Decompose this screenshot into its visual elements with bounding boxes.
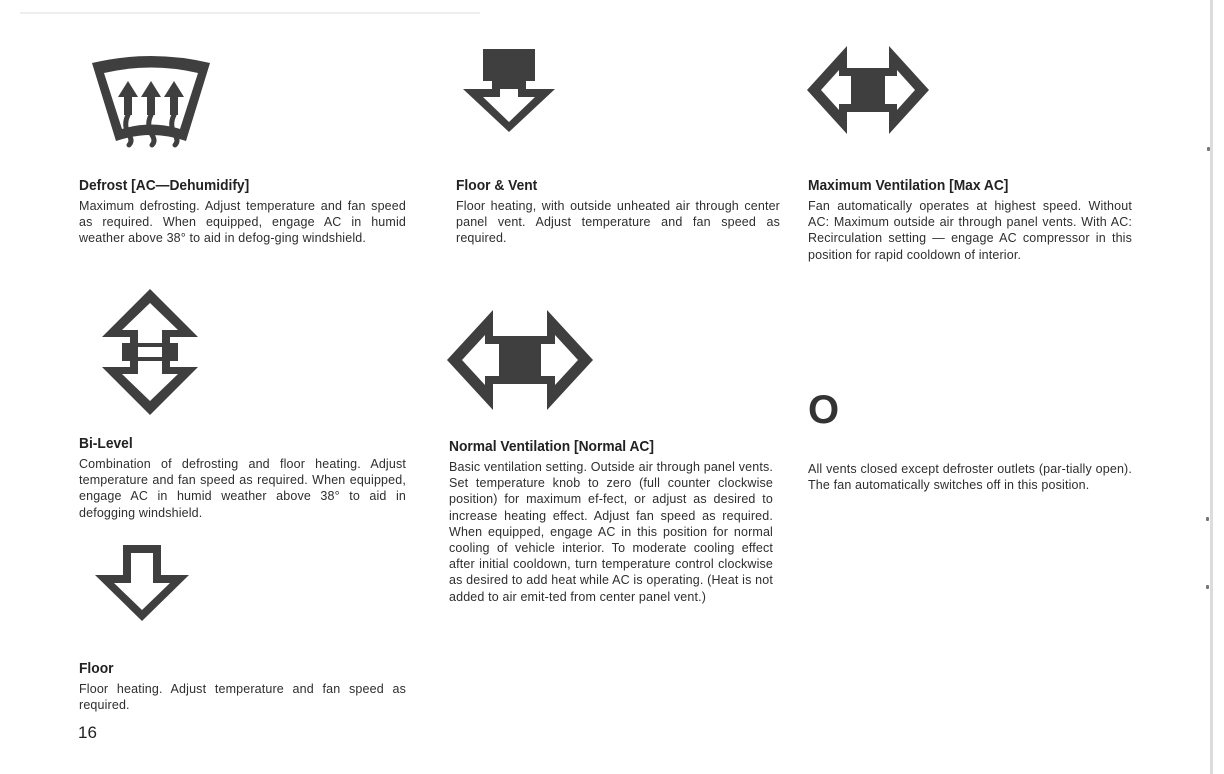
section-floor <box>79 660 406 713</box>
section-text: Combination of defrosting and floor heating. Adjust temperature and fan speed as required. When equipped, engage AC in humid weather above 38° to aid in defogging windshield. <box>79 457 406 520</box>
section-text: Basic ventilation setting. Outside air through panel vents. Set temperature knob to zero (full counter clockwise position) for maximum ef-fect, or adjust as desired to increase heating effect. Adjust fan speed as required. When equipped, engage AC in this position for normal cooling of vehicle interior. To moderate cooling effect after initial cooldown, turn temperature control clockwise as desired to add heat while AC is operating. (Heat is not added to air emit-ted from center panel vent.) <box>449 460 773 604</box>
section-title: Maximum Ventilation [Max AC] <box>808 177 1009 194</box>
off-symbol: O <box>808 388 840 432</box>
scan-top-line <box>20 12 480 14</box>
section-off <box>808 461 1132 493</box>
section-text: Maximum defrosting. Adjust temperature and fan speed as required. When equipped, engage AC in humid weather above 38° to aid in defog-ging windshield. <box>79 199 406 246</box>
normal-ventilation-arrows-icon <box>445 306 595 414</box>
section-title: Normal Ventilation [Normal AC] <box>449 438 654 455</box>
section-text: Floor heating. Adjust temperature and fan speed as required. <box>79 682 406 713</box>
section-max-ventilation <box>808 177 1132 263</box>
section-defrost <box>79 177 406 247</box>
page-number: 16 <box>78 723 97 742</box>
section-text: Floor heating, with outside unheated air through center panel vent. Adjust temperature and fan speed as required. <box>456 199 780 246</box>
section-bi-level <box>79 435 406 521</box>
defrost-windshield-icon <box>86 53 216 148</box>
bi-level-arrows-icon <box>98 287 202 417</box>
section-title: Defrost [AC—Dehumidify] <box>79 177 250 194</box>
max-ventilation-arrows-icon <box>805 42 931 138</box>
section-title: Floor & Vent <box>456 177 538 194</box>
section-title: Floor <box>79 660 114 677</box>
floor-vent-arrow-down-icon <box>457 45 561 135</box>
section-text: All vents closed except defroster outlets (par-tially open). The fan automatically switches off in this position. <box>808 462 1132 493</box>
scan-speck <box>1207 147 1210 151</box>
scan-speck <box>1206 517 1209 521</box>
scan-speck <box>1206 585 1209 589</box>
section-normal-ventilation <box>449 438 773 605</box>
floor-arrow-down-icon <box>93 543 191 623</box>
section-floor-vent <box>456 177 780 247</box>
section-title: Bi-Level <box>79 435 133 452</box>
page-right-edge <box>1210 0 1213 774</box>
section-text: Fan automatically operates at highest speed. Without AC: Maximum outside air through panel vents. With AC: Recirculation setting — engage AC compressor in this position for rapid cooldown of interior. <box>808 199 1132 262</box>
